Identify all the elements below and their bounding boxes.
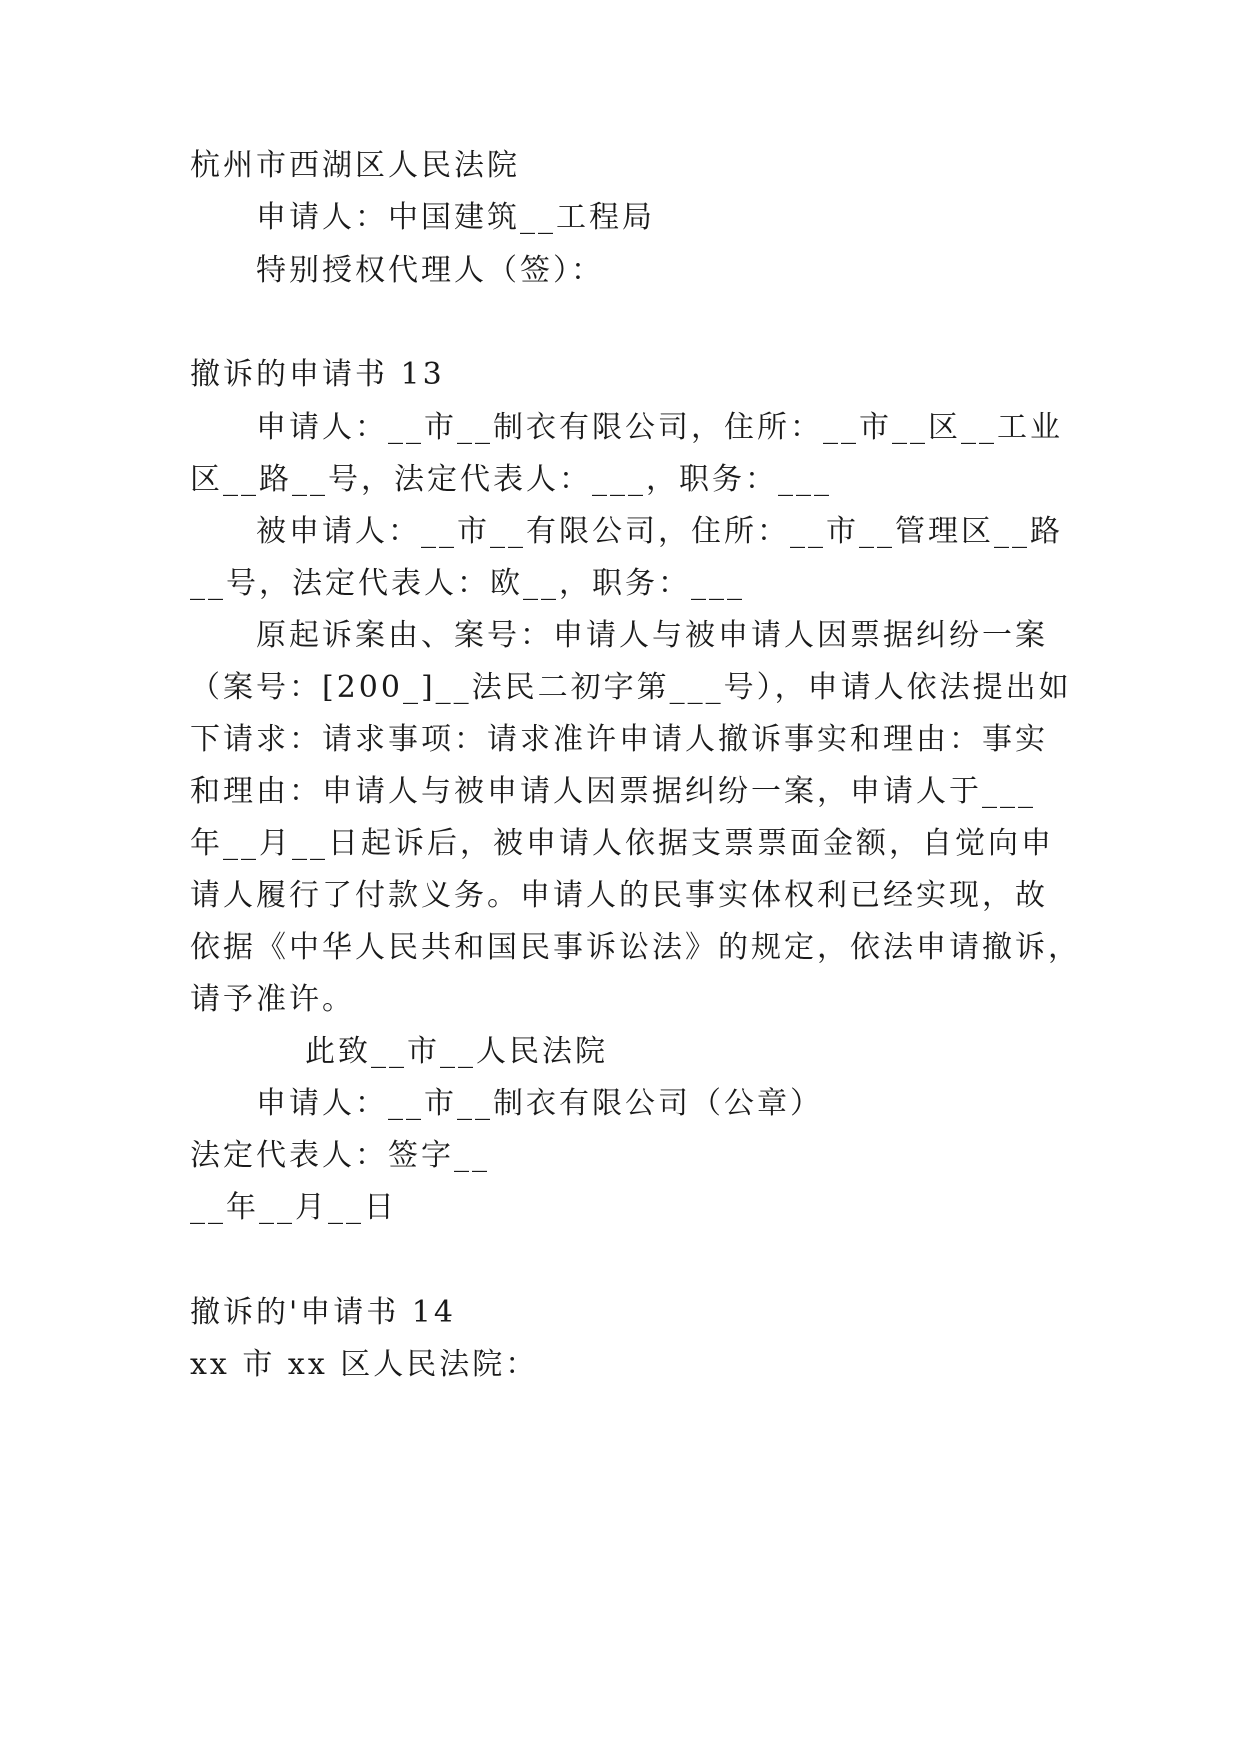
body-line-4: 和理由：申请人与被申请人因票据纠纷一案，申请人于___ (190, 774, 1036, 809)
legal-representative: 法定代表人：签字__ (190, 1138, 490, 1173)
court-addressee: xx 市 xx 区人民法院： (190, 1347, 539, 1382)
section-title-13: 撤诉的申请书 13 (190, 357, 445, 392)
body-line-7: 依据《中华人民共和国民事诉讼法》的规定，依法申请撤诉， (190, 930, 1081, 965)
respondent-info-line-2: __号，法定代表人：欧__，职务：___ (190, 566, 745, 601)
signature-applicant: 申请人：__市__制衣有限公司（公章） (256, 1086, 823, 1121)
respondent-info-line-1: 被申请人：__市__有限公司，住所：__市__管理区__路 (256, 514, 1063, 549)
salutation: 此致__市__人民法院 (305, 1034, 608, 1069)
body-line-3: 下请求：请求事项：请求准许申请人撤诉事实和理由：事实 (190, 722, 1048, 757)
applicant-info-line-1: 申请人：__市__制衣有限公司，住所：__市__区__工业 (256, 410, 1063, 445)
body-line-8: 请予准许。 (190, 982, 355, 1017)
applicant-line: 申请人：中国建筑__工程局 (256, 200, 655, 235)
body-line-2: （案号：[200_]__法民二初字第___号），申请人依法提出如 (190, 670, 1072, 705)
body-line-5: 年__月__日起诉后，被申请人依据支票票面金额，自觉向申 (190, 826, 1054, 861)
date-line: __年__月__日 (190, 1190, 397, 1225)
body-line-1: 原起诉案由、案号：申请人与被申请人因票据纠纷一案 (256, 618, 1048, 653)
agent-signature-line: 特别授权代理人（签）： (256, 253, 604, 288)
body-line-6: 请人履行了付款义务。申请人的民事实体权利已经实现，故 (190, 878, 1048, 913)
court-name: 杭州市西湖区人民法院 (190, 148, 520, 183)
applicant-info-line-2: 区__路__号，法定代表人：___，职务：___ (190, 462, 832, 497)
section-title-14: 撤诉的'申请书 14 (190, 1295, 456, 1330)
